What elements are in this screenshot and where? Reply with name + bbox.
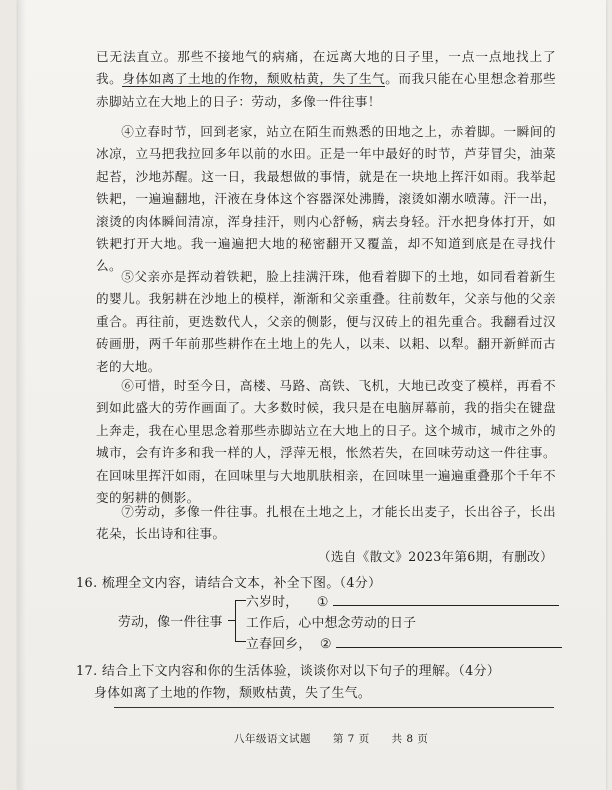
passage-paragraph-5: ⑤父亲亦是挥动着铁耙，脸上挂满汗珠，他看着脚下的土地，如同看着新生的婴儿。我躬耕在沙地上的模样，渐渐和父亲重叠。往前数年，父亲与他的父亲重合。再往前，更迭数代人，父亲的侧影，便与汉砖上的祖先重合。我翻看过汉砖画册，两千年前那些耕作在土地上的先人，以耒、以耜、以犁。翻开新鲜而古老的大地。: [96, 269, 556, 374]
answer-blank-1[interactable]: [333, 591, 559, 606]
paragraph-text: 已无法直立。那些不接地气的病痛，在远离大地的日子里，一点一点地找上了我。: [96, 49, 556, 87]
branch-label: 工作后，心中想念劳动的日子: [246, 616, 417, 631]
passage-paragraph-3-continued: [96, 46, 556, 113]
blank-marker: ②: [319, 637, 332, 652]
question-17-sentence: 身体如离了土地的作物，颓败枯黄，失了生气。: [94, 686, 372, 701]
diagram-root: 劳动，像一件往事: [118, 615, 223, 630]
exam-page: [18, 0, 606, 790]
diagram-branch-2: [246, 612, 416, 631]
diagram-branch-3: [246, 633, 562, 652]
question-16-stem: 16. 梳理全文内容，请结合文本，补全下图。（4分）: [76, 576, 382, 591]
paragraph-text: 。而我只能在心里想念着那些赤脚站立在大地上的日子：劳动，多像一件往事！: [96, 71, 556, 109]
answer-blank-2[interactable]: [336, 633, 562, 648]
passage-paragraph-7: ⑦劳动，多像一件往事。扎根在土地之上，才能长出麦子，长出谷子，长出花朵，长出诗和往事。: [96, 504, 556, 542]
diagram-branch-1: [246, 591, 559, 610]
footer-page-number: 第 7 页: [332, 733, 370, 745]
footer-exam-title: 八年级语文试题: [234, 733, 311, 745]
page-footer: [234, 731, 446, 746]
footer-page-total: 共 8 页: [391, 733, 429, 745]
page-fold-shadow: [18, 0, 26, 790]
question-17-stem: 17. 结合上下文内容和你的生活体验，谈谈你对以下句子的理解。（4分）: [76, 664, 501, 679]
passage-paragraph-6: ⑥可惜，时至今日，高楼、马路、高铁、飞机，大地已改变了模样，再看不到如此盛大的劳作画面了。大多数时候，我只是在电脑屏幕前，我的指尖在键盘上奔走，我在心里思念着那些赤脚站立在大地上的日子。这个城市，城市之外的城市，会有许多和我一样的人，浮萍无根，怅然若失，在回味劳动这一件往事。在回味里挥汗如雨，在回味里与大地肌肤相亲，在回味里一遍遍重叠那个千年不变的躬耕的侧影。: [96, 378, 556, 506]
passage-paragraph-4: ④立春时节，回到老家，站立在陌生而熟悉的田地之上，赤着脚。一瞬间的冰凉，立马把我拉回多年以前的水田。正是一年中最好的时节，芦芽冒尖，油菜起苔，沙地苏醒。这一日，我最想做的事情，就是在一块地上挥汗如雨。我举起铁耙，一遍遍翻地，汗液在身体这个容器深处沸腾，滚烫如潮水喷薄。汗一出，滚烫的肉体瞬间清凉，浑身挂汗，则内心舒畅，病去身轻。汗水把身体打开，如铁耙打开大地。我一遍遍把大地的秘密翻开又覆盖，却不知道到底是在寻找什么。: [96, 124, 556, 274]
source-citation: （选自《散文》2023年第6期，有删改）: [318, 549, 553, 564]
answer-line[interactable]: [114, 707, 554, 708]
underlined-sentence: 身体如离了土地的作物，颓败枯黄，失了生气: [122, 71, 386, 87]
branch-label: 立春回乡，: [246, 637, 312, 652]
blank-marker: ①: [316, 595, 329, 610]
diagram-brace: [235, 600, 246, 642]
branch-label: 六岁时，: [246, 595, 299, 610]
